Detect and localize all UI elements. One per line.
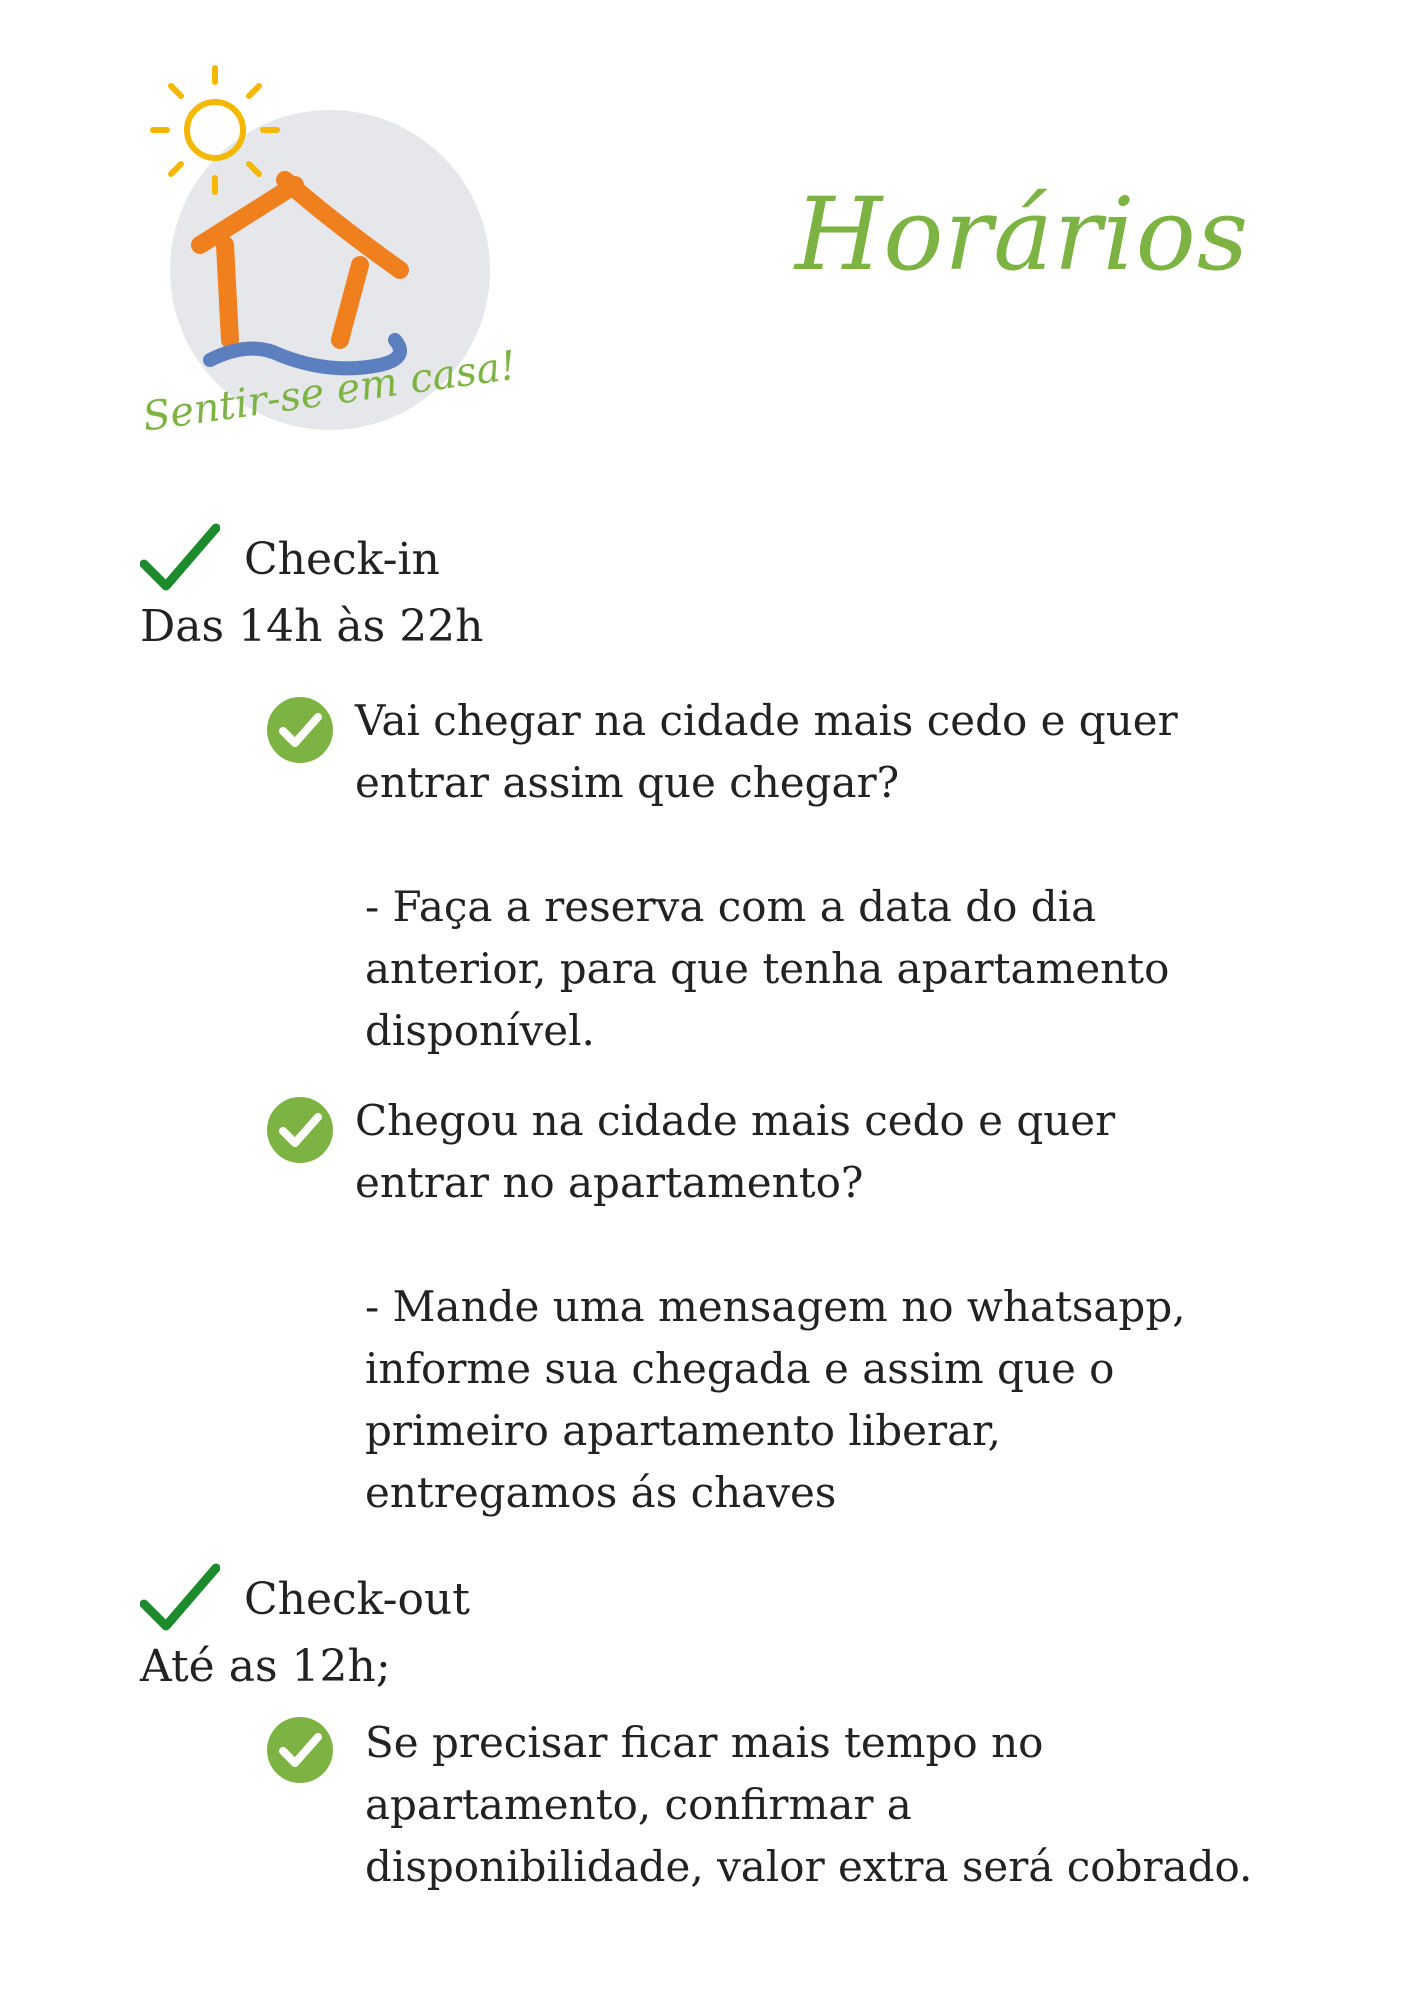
green-checkmark-icon (140, 520, 220, 600)
checkin-item-2-note: - Mande uma mensagem no whatsapp, informe sua chegada e assim que o primeiro apartamento liberar, entregamos ás chaves (365, 1282, 1186, 1517)
checkout-item-1-text: Se precisar ficar mais tempo no apartamento, confirmar a disponibilidade, valor extra será cobrado. (365, 1718, 1253, 1891)
brand-logo (130, 60, 530, 480)
checkin-item-2-question: Chegou na cidade mais cedo e quer entrar no apartamento? (355, 1096, 1116, 1207)
checkout-item-1 (355, 1712, 1255, 1898)
green-checkmark-icon (140, 1560, 220, 1640)
checkin-item-1-note: - Faça a reserva com a data do dia anterior, para que tenha apartamento disponível. (365, 882, 1170, 1055)
brand-tagline: Sentir-se em casa! (140, 342, 520, 441)
checkout-time: Até as 12h; (140, 1641, 391, 1692)
checkin-item-1 (355, 690, 1255, 1062)
checkin-time: Das 14h às 22h (140, 601, 484, 652)
circle-check-icon (265, 695, 335, 765)
checkin-item-2 (355, 1090, 1255, 1524)
circle-check-icon (265, 1715, 335, 1785)
circle-check-icon (265, 1095, 335, 1165)
checkout-label: Check-out (244, 1574, 470, 1625)
checkin-label: Check-in (244, 534, 440, 585)
page-title: Horários (795, 176, 1250, 293)
checkin-item-1-question: Vai chegar na cidade mais cedo e quer entrar assim que chegar? (355, 696, 1178, 807)
checkout-heading (140, 1560, 470, 1640)
checkin-heading (140, 520, 440, 600)
